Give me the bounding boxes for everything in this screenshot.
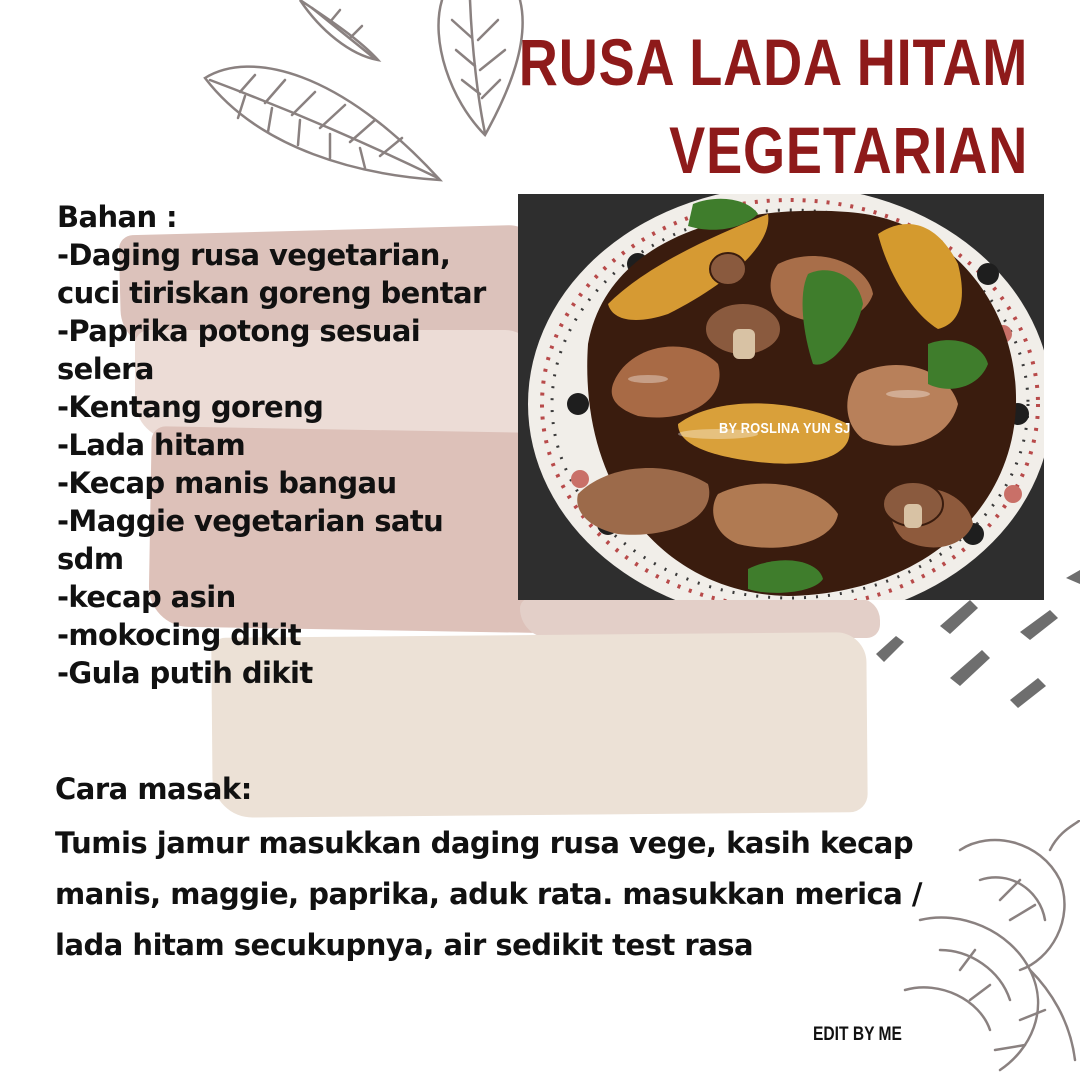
- brush-dash-decoration: [870, 570, 1080, 720]
- ingredient-line: -mokocing dikit: [57, 618, 302, 652]
- method-text: [55, 818, 935, 971]
- ingredient-line: -Maggie vegetarian satu: [57, 504, 444, 538]
- ingredient-line: selera: [57, 352, 154, 386]
- ingredient-line: -Daging rusa vegetarian,: [57, 238, 451, 272]
- ingredient-line: sdm: [57, 542, 124, 576]
- ingredients-heading: Bahan :: [57, 200, 178, 234]
- ingredient-line: cuci tiriskan goreng bentar: [57, 276, 486, 310]
- photo-watermark: BY ROSLINA YUN SJ: [719, 420, 851, 437]
- ingredient-line: -Lada hitam: [57, 428, 246, 462]
- method-heading: Cara masak:: [55, 772, 252, 806]
- dish-photo: [518, 194, 1044, 600]
- floral-sketch-decoration: [900, 820, 1080, 1080]
- method-line: lada hitam secukupnya, air sedikit test rasa: [55, 928, 754, 962]
- ingredient-line: -kecap asin: [57, 580, 236, 614]
- ingredient-line: -Gula putih dikit: [57, 656, 313, 690]
- method-line: manis, maggie, paprika, aduk rata. masukkan merica /: [55, 877, 922, 911]
- recipe-title-line-1: RUSA LADA HITAM: [518, 25, 1028, 99]
- ingredient-line: -Kentang goreng: [57, 390, 324, 424]
- ingredients-list: [57, 198, 527, 692]
- recipe-title-line-2: VEGETARIAN: [668, 113, 1028, 187]
- recipe-title: [519, 18, 1028, 194]
- method-line: Tumis jamur masukkan daging rusa vege, kasih kecap: [55, 826, 914, 860]
- ingredient-line: -Kecap manis bangau: [57, 466, 397, 500]
- edit-credit: EDIT BY ME: [813, 1024, 902, 1045]
- leaf-sketch-decoration: [0, 0, 560, 200]
- ingredient-line: -Paprika potong sesuai: [57, 314, 421, 348]
